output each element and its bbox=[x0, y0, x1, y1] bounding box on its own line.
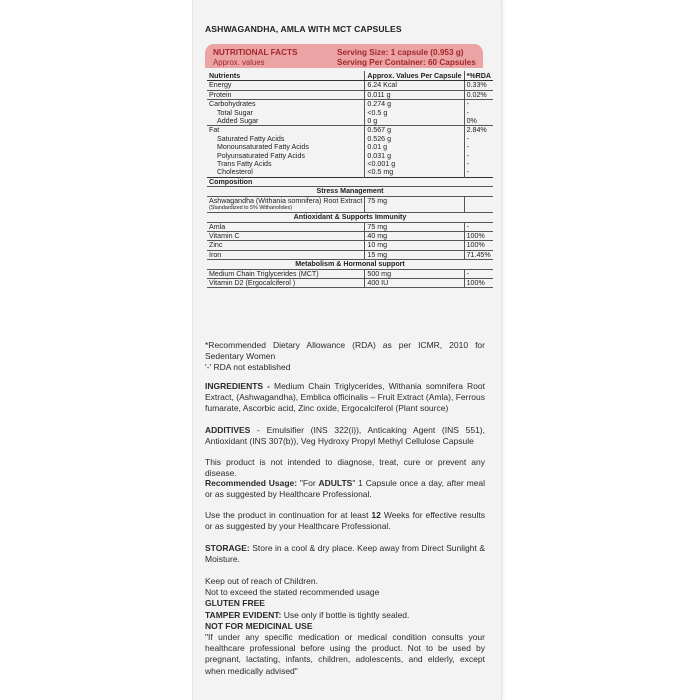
table-row bbox=[207, 109, 493, 117]
nutrient-rda: 0.33% bbox=[464, 81, 493, 90]
table-row bbox=[207, 160, 493, 168]
ingredient-rda: - bbox=[464, 269, 493, 278]
table-row bbox=[207, 168, 493, 177]
serving-per-container: Serving Per Container: 60 Capsules bbox=[337, 58, 476, 67]
nutrient-name: Saturated Fatty Acids bbox=[217, 134, 285, 143]
usage-block bbox=[205, 478, 485, 500]
nutrient-name: Polyunsaturated Fatty Acids bbox=[217, 151, 305, 160]
disclaimer: This product is not intended to diagnose, treat, cure or prevent any disease. bbox=[205, 457, 485, 479]
footnote-rda bbox=[205, 340, 485, 374]
gluten-free-text bbox=[205, 598, 485, 609]
ingredient-name: Zinc bbox=[207, 241, 365, 250]
usage-post: " 1 Capsule once a day, after meal or as suggested by Healthcare Professional. bbox=[205, 478, 485, 500]
nutrient-rda: - bbox=[464, 143, 493, 151]
nutrient-name: Carbohydrates bbox=[207, 100, 365, 109]
table-row bbox=[207, 81, 493, 90]
ingredients-label: INGREDIENTS - bbox=[205, 381, 270, 391]
nutrient-rda: - bbox=[464, 152, 493, 160]
storage-label: STORAGE: bbox=[205, 543, 250, 553]
nutrient-rda: - bbox=[464, 135, 493, 143]
nutrient-name: Monounsaturated Fatty Acids bbox=[217, 143, 309, 152]
nutrient-value: <0.001 g bbox=[365, 160, 464, 168]
additives-text: - Emulsifier (INS 322(i)), Anticaking Agent (INS 551), Antioxidant (INS 307(b)), Veg Hydroxy Propyl Methyl Cellulose Capsule bbox=[205, 425, 485, 447]
ingredient-rda: 100% bbox=[464, 278, 493, 287]
medical-warning-text: "If under any specific medication or medical condition consults your healthcare professional before using the product. Not to be used by pregnant, lactating, infants, children, adolescents, and elderly, except when medically advised" bbox=[205, 632, 485, 676]
continuation-pre: Use the product in continuation for at least bbox=[205, 510, 372, 520]
nutrient-value: 0.011 g bbox=[365, 90, 464, 99]
not-medicinal-label: NOT FOR MEDICINAL USE bbox=[205, 620, 313, 631]
footnote-na-text: '-' RDA not established bbox=[205, 362, 291, 373]
section-row bbox=[207, 213, 493, 222]
nutrient-value: <0.5 mg bbox=[365, 168, 464, 177]
tamper-text: Use only if bottle is tightly sealed. bbox=[281, 609, 410, 620]
nutrient-name: Energy bbox=[207, 81, 365, 90]
ingredient-name: Vitamin D2 (Ergocalciferol ) bbox=[207, 278, 365, 287]
table-row bbox=[207, 222, 493, 231]
ingredient-value: 40 mg bbox=[365, 231, 464, 240]
nutrient-rda: - bbox=[464, 160, 493, 168]
tamper-evident-text bbox=[205, 610, 485, 621]
ingredient-value: 400 IU bbox=[365, 278, 464, 287]
continuation-weeks: 12 bbox=[371, 510, 381, 520]
footnote-rda-text: *Recommended Dietary Allowance (RDA) as per ICMR, 2010 for Sedentary Women bbox=[205, 340, 485, 362]
tamper-label: TAMPER EVIDENT: bbox=[205, 609, 282, 620]
ashwagandha-cell bbox=[207, 196, 365, 212]
ingredient-value: 75 mg bbox=[365, 196, 464, 212]
composition-label: Composition bbox=[207, 177, 493, 186]
nutrient-name: Cholesterol bbox=[217, 168, 253, 177]
header-rda: *%RDA bbox=[464, 71, 493, 81]
table-row bbox=[207, 196, 493, 212]
nutrient-name: Trans Fatty Acids bbox=[217, 160, 272, 169]
warnings-block bbox=[205, 576, 485, 677]
ingredient-rda: 71.45% bbox=[464, 250, 493, 259]
table-row bbox=[207, 152, 493, 160]
nutrient-rda: 0.02% bbox=[464, 90, 493, 99]
nutrient-rda: - bbox=[464, 109, 493, 117]
ingredient-name: Vitamin C bbox=[207, 231, 365, 240]
table-row bbox=[207, 278, 493, 287]
ingredient-value: 75 mg bbox=[365, 222, 464, 231]
nutrient-value: 0.01 g bbox=[365, 143, 464, 151]
not-exceed-text: Not to exceed the stated recommended usage bbox=[205, 587, 380, 598]
ingredients-text: Medium Chain Triglycerides, Withania somnifera Root Extract, (Ashwagandha), Emblica officinalis – Fruit Extract (Amla), Ferrous fumarate, Ascorbic acid, Zinc oxide, Ergocalciferol (Plant source) bbox=[205, 381, 485, 414]
ingredient-rda: - bbox=[464, 222, 493, 231]
nutrition-facts-header bbox=[205, 44, 483, 68]
nutrition-facts-title: NUTRITIONAL FACTS bbox=[213, 48, 298, 57]
nutrient-name: Protein bbox=[207, 90, 365, 99]
table-row bbox=[207, 250, 493, 259]
gluten-free-label: GLUTEN FREE bbox=[205, 598, 265, 609]
section-metabolism: Metabolism & Hormonal support bbox=[207, 260, 493, 269]
nutrient-value: 0.031 g bbox=[365, 152, 464, 160]
nutrient-name: Fat bbox=[207, 126, 365, 135]
ingredient-rda: 100% bbox=[464, 231, 493, 240]
additives-label: ADDITIVES bbox=[205, 425, 251, 435]
ingredient-name: Ashwagandha (Withania somnifera) Root Extract bbox=[209, 196, 363, 205]
ingredient-name: Medium Chain Triglycerides (MCT) bbox=[207, 269, 365, 278]
nutrient-rda: - bbox=[464, 100, 493, 109]
header-values: Approx. Values Per Capsule bbox=[365, 71, 464, 81]
nutrition-table bbox=[207, 71, 493, 288]
usage-pre: "For bbox=[297, 478, 319, 488]
nutrient-rda: 2.84% bbox=[464, 126, 493, 135]
keep-out-text: Keep out of reach of Children. bbox=[205, 576, 318, 586]
table-row bbox=[207, 100, 493, 109]
continuation-block bbox=[205, 510, 485, 532]
section-row bbox=[207, 187, 493, 196]
ingredient-value: 500 mg bbox=[365, 269, 464, 278]
table-row bbox=[207, 269, 493, 278]
table-header-row bbox=[207, 71, 493, 81]
ingredients-block bbox=[205, 381, 485, 415]
ingredient-name: Iron bbox=[207, 250, 365, 259]
section-antioxidant: Antioxidant & Supports Immunity bbox=[207, 213, 493, 222]
table-row bbox=[207, 231, 493, 240]
nutrient-value: 0 g bbox=[365, 117, 464, 126]
ingredient-value: 15 mg bbox=[365, 250, 464, 259]
storage-block bbox=[205, 543, 485, 565]
usage-adults: ADULTS bbox=[318, 478, 353, 488]
nutrient-value: 0.526 g bbox=[365, 135, 464, 143]
additives-block bbox=[205, 425, 485, 447]
ingredient-name: Amla bbox=[207, 222, 365, 231]
serving-size: Serving Size: 1 capsule (0.953 g) bbox=[337, 48, 464, 57]
nutrient-value: 0.274 g bbox=[365, 100, 464, 109]
ingredient-note: (Standardized to 5% Withanolides) bbox=[209, 205, 292, 212]
section-stress-management: Stress Management bbox=[207, 187, 493, 196]
nutrient-name: Total Sugar bbox=[217, 108, 253, 117]
nutrient-rda: 0% bbox=[464, 117, 493, 126]
ingredient-rda: 100% bbox=[464, 241, 493, 250]
approx-values-note: Approx. values bbox=[213, 58, 265, 67]
table-row bbox=[207, 241, 493, 250]
nutrient-value: 0.567 g bbox=[365, 126, 464, 135]
table-row bbox=[207, 135, 493, 143]
not-medicinal-text bbox=[205, 621, 485, 632]
table-row bbox=[207, 117, 493, 126]
storage-text: Store in a cool & dry place. Keep away from Direct Sunlight & Moisture. bbox=[205, 543, 485, 565]
nutrient-rda: - bbox=[464, 168, 493, 177]
nutrient-value: 6.24 Kcal bbox=[365, 81, 464, 90]
section-row bbox=[207, 260, 493, 269]
table-row bbox=[207, 90, 493, 99]
nutrient-name: Added Sugar bbox=[217, 117, 259, 126]
nutrient-value: <0.5 g bbox=[365, 109, 464, 117]
composition-row bbox=[207, 177, 493, 186]
ingredient-value: 10 mg bbox=[365, 241, 464, 250]
usage-label: Recommended Usage: bbox=[205, 478, 298, 488]
table-row bbox=[207, 126, 493, 135]
continuation-post: Weeks for effective results or as suggested by your Healthcare Professional. bbox=[205, 510, 485, 532]
table-row bbox=[207, 143, 493, 151]
header-nutrients: Nutrients bbox=[207, 71, 365, 81]
product-title: ASHWAGANDHA, AMLA WITH MCT CAPSULES bbox=[205, 24, 402, 34]
ingredient-rda bbox=[464, 196, 493, 212]
